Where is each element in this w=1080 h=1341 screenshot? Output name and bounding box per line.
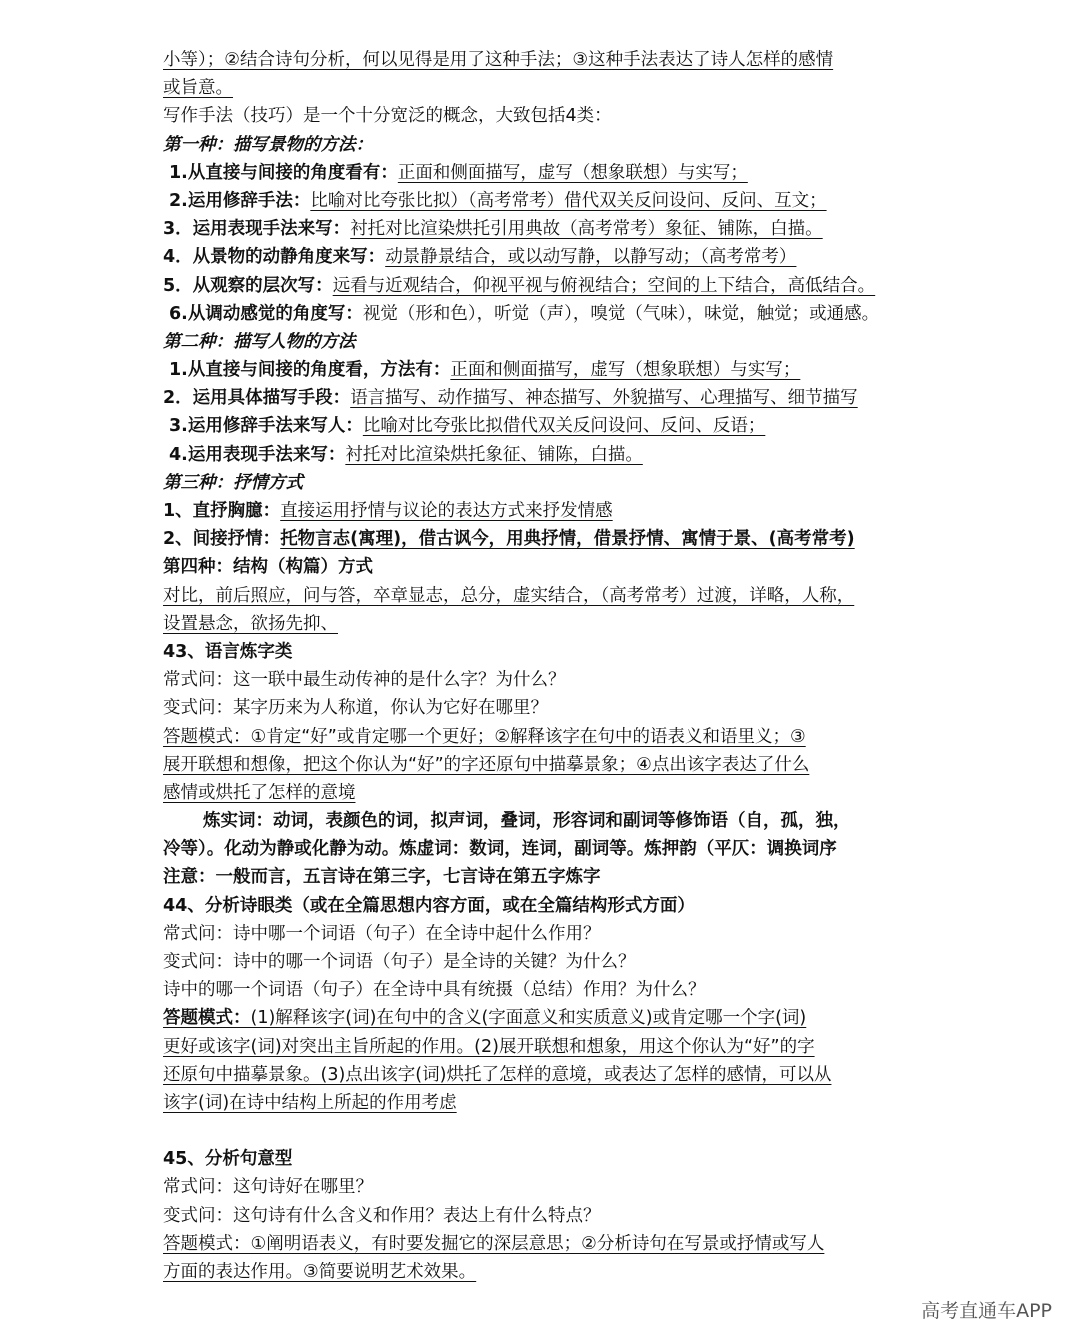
item-head: 1.从直接与间接的角度看，方法有： (169, 360, 451, 381)
item-line (163, 215, 933, 243)
text-line: 方面的表达作用。③简要说明艺术效果。 (163, 1261, 477, 1282)
item-head: 4.运用表现手法来写： (169, 444, 346, 465)
item-line (163, 300, 933, 328)
item-body: 直接运用抒情与议论的表达方式来抒发情感 (280, 501, 613, 521)
text-line: 感情或烘托了怎样的意境 (163, 782, 356, 803)
item-line (163, 384, 933, 412)
item-head: 2．运用具体描写手段： (163, 388, 351, 409)
spacer (163, 1117, 933, 1145)
item-body: 正面和侧面描写，虚写（想象联想）与实写； (397, 162, 748, 183)
text-line: 注意：一般而言，五言诗在第三字，七言诗在第五字炼字 (163, 867, 601, 888)
item-head: 4．从景物的动静角度来写： (163, 247, 386, 268)
item-line (163, 356, 933, 384)
text-line: 常式问：这句诗好在哪里？ (163, 1177, 373, 1198)
text-line: 展开联想和想像，把这个你认为“好”的字还原句中描摹景象；④点出该字表达了什么 (163, 754, 810, 775)
item-body: (1)解释该字(词)在句中的含义(字面意义和实质意义)或肯定哪一个字(词) (250, 1008, 807, 1029)
item-body: 语言描写、动作描写、神态描写、外貌描写、心理描写、细节描写 (350, 388, 858, 409)
text-line: 答题模式：①肯定“好”或肯定哪一个更好；②解释该字在句中的语表义和语里义；③ (163, 726, 806, 747)
text-line: 常式问：诗中哪一个词语（句子）在全诗中起什么作用？ (163, 923, 601, 944)
item-line (163, 243, 933, 271)
text-line: 变式问：这句诗有什么含义和作用？表达上有什么特点？ (163, 1205, 601, 1226)
text-line: 变式问：某字历来为人称道，你认为它好在哪里？ (163, 698, 548, 719)
question-heading: 45、分析句意型 (163, 1149, 293, 1170)
item-head: 1.从直接与间接的角度看有： (169, 162, 398, 183)
text-line: 小等）；②结合诗句分析，何以见得是用了这种手法；③这种手法表达了诗人怎样的感情 (163, 50, 834, 70)
text-line: 设置悬念，欲扬先抑、 (163, 613, 338, 634)
item-line (163, 525, 933, 553)
item-line (163, 412, 933, 440)
item-body: 远看与近观结合，仰视平视与俯视结合；空间的上下结合，高低结合。 (332, 275, 876, 296)
text-line: 或旨意。 (163, 78, 233, 99)
item-head: 2、间接抒情： (163, 529, 281, 550)
text-line: 常式问：这一联中最生动传神的是什么字？为什么？ (163, 670, 566, 691)
item-head: 1、直抒胸臆： (163, 501, 281, 521)
text-line: 对比，前后照应，问与答，卒章显志，总分，虚实结合，（高考常考）过渡，详略，人称， (163, 585, 855, 606)
item-head: 5．从观察的层次写： (163, 275, 333, 296)
item-line (163, 187, 933, 215)
question-heading: 43、语言炼字类 (163, 641, 293, 662)
text-line: 该字(词)在诗中结构上所起的作用考虑 (163, 1092, 457, 1113)
item-body: 托物言志(寓理)，借古讽今，用典抒情，借景抒情、寓情于景、(高考常考) (280, 529, 855, 550)
text-line: 写作手法（技巧）是一个十分宽泛的概念，大致包括4类： (163, 106, 612, 127)
text-line: 变式问：诗中的哪一个词语（句子）是全诗的关键？为什么？ (163, 952, 636, 972)
item-line (163, 159, 933, 187)
text-line: 更好或该字(词)对突出主旨所起的作用。(2)展开联想和想象，用这个你认为“好”的字 (163, 1036, 815, 1057)
item-head: 3.运用修辞手法来写人： (169, 416, 363, 437)
item-line (163, 441, 933, 469)
item-line (163, 497, 933, 525)
text-line: 炼实词：动词，表颜色的词，拟声词，叠词，形容词和副词等修饰语（自，孤，独， (203, 811, 851, 832)
section-heading: 第二种：描写人物的方法 (163, 331, 356, 352)
item-body: 动景静景结合，或以动写静，以静写动；（高考常考） (385, 247, 797, 268)
document-page (163, 46, 933, 1286)
section-heading: 第三种：抒情方式 (163, 472, 303, 493)
text-line: 还原句中描摹景象。(3)点出该字(词)烘托了怎样的意境，或表达了怎样的感情，可以从 (163, 1064, 832, 1085)
item-body: 比喻对比夸张比拟借代双关反问设问、反问、反语； (362, 416, 766, 437)
item-head: 答题模式： (163, 1008, 251, 1029)
item-line (163, 272, 933, 300)
item-body: 衬托对比渲染烘托引用典故（高考常考）象征、铺陈，白描。 (350, 219, 823, 240)
question-heading: 44、分析诗眼类（或在全篇思想内容方面，或在全篇结构形式方面） (163, 895, 695, 916)
text-line: 冷等）。化动为静或化静为动。炼虚词：数词，连词，副词等。炼押韵（平仄：调换词序 (163, 839, 837, 860)
item-body: 视觉（形和色），听觉（声），嗅觉（气味），味觉，触觉；或通感。 (362, 303, 880, 324)
item-head: 6.从调动感觉的角度写： (169, 303, 363, 324)
watermark: 高考直通车APP (921, 1300, 1052, 1322)
section-heading: 第四种：结构（构篇）方式 (163, 557, 373, 578)
item-body: 衬托对比渲染烘托象征、铺陈，白描。 (345, 444, 643, 465)
item-body: 比喻对比夸张比拟）（高考常考）借代双关反问设问、反问、互文； (310, 190, 827, 211)
item-head: 3．运用表现手法来写： (163, 219, 351, 240)
text-line: 答题模式：①阐明语表义，有时要发掘它的深层意思；②分析诗句在写景或抒情或写人 (163, 1233, 825, 1254)
item-line (163, 1004, 933, 1032)
text-line: 诗中的哪一个词语（句子）在全诗中具有统摄（总结）作用？为什么？ (163, 980, 706, 1001)
item-body: 正面和侧面描写，虚写（想象联想）与实写； (450, 360, 801, 381)
item-head: 2.运用修辞手法： (169, 190, 311, 211)
section-heading: 第一种：描写景物的方法： (163, 134, 373, 155)
